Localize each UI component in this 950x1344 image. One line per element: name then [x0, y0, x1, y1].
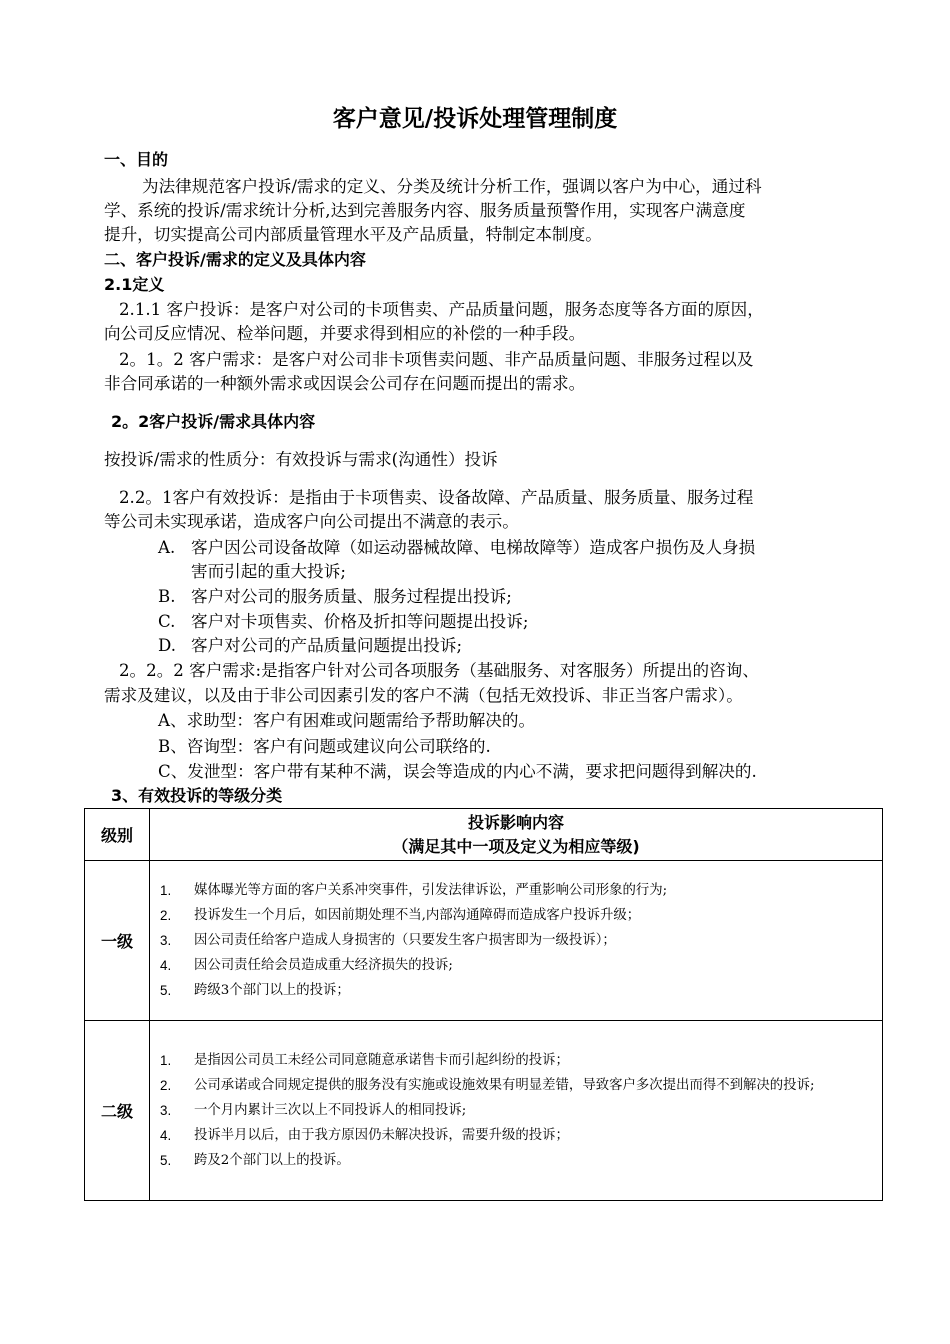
criteria-list	[150, 868, 882, 1013]
header-level-cell: 级别	[85, 809, 150, 861]
list-item-c: 客户对卡项售卖、价格及折扣等问题提出投诉;	[191, 612, 529, 631]
purpose-line: 学、系统的投诉/需求统计分析,达到完善服务内容、服务质量预警作用，实现客户满意度	[104, 201, 746, 220]
list-item-a: 客户因公司设备故障（如运动器械故障、电梯故障等）造成客户损伤及人身损	[191, 538, 756, 557]
subsection-2-2-heading: 2。2客户投诉/需求具体内容	[111, 412, 316, 431]
demand-type-vent: C、发泄型：客户带有某种不满，误会等造成的内心不满，要求把问题得到解决的.	[158, 762, 757, 781]
item-number: 2.	[160, 1078, 172, 1093]
list-item	[160, 953, 870, 978]
effective-complaint-line: 等公司未实现承诺，造成客户向公司提出不满意的表示。	[104, 512, 519, 531]
item-text: 因公司责任给会员造成重大经济损失的投诉;	[194, 958, 453, 973]
customer-demand-line: 2。2。2 客户需求:是指客户针对公司各项服务（基础服务、对客服务）所提出的咨询、	[119, 661, 759, 680]
item-text: 媒体曝光等方面的客户关系冲突事件，引发法律诉讼，严重影响公司形象的行为;	[194, 883, 668, 898]
document-title: 客户意见/投诉处理管理制度	[332, 106, 618, 132]
content-cell	[150, 861, 883, 1021]
list-item	[160, 1048, 870, 1073]
item-number: 5.	[160, 1153, 172, 1168]
demand-type-help: A、求助型：客户有困难或问题需给予帮助解决的。	[158, 711, 536, 730]
list-item	[160, 1073, 870, 1098]
purpose-line: 为法律规范客户投诉/需求的定义、分类及统计分析工作，强调以客户为中心，通过科	[142, 177, 762, 196]
definition-demand-line: 2。1。2 客户需求：是客户对公司非卡项售卖问题、非产品质量问题、非服务过程以及	[119, 350, 754, 369]
list-marker-d: D.	[158, 636, 176, 655]
definition-complaint-line: 2.1.1 客户投诉：是客户对公司的卡项售卖、产品质量问题，服务态度等各方面的原因，	[119, 300, 764, 319]
item-text: 是指因公司员工未经公司同意随意承诺售卡而引起纠纷的投诉；	[194, 1053, 569, 1068]
item-number: 5.	[160, 983, 172, 998]
item-text: 跨及2个部门以上的投诉。	[194, 1153, 350, 1168]
effective-complaint-line: 2.2。1客户有效投诉：是指由于卡项售卖、设备故障、产品质量、服务质量、服务过程	[119, 488, 754, 507]
list-item	[160, 978, 870, 1003]
item-text: 投诉半月以后，由于我方原因仍未解决投诉，需要升级的投诉；	[194, 1128, 569, 1143]
level-cell: 一级	[85, 861, 150, 1021]
section-2-heading: 二、客户投诉/需求的定义及具体内容	[104, 250, 366, 269]
list-item	[160, 878, 870, 903]
complaint-grade-table	[84, 808, 883, 1201]
definition-demand-line: 非合同承诺的一种额外需求或因误会公司存在问题而提出的需求。	[104, 374, 586, 393]
content-cell	[150, 1021, 883, 1201]
table-header-row	[85, 809, 883, 861]
list-marker-c: C.	[158, 612, 176, 631]
item-number: 1.	[160, 1053, 172, 1068]
section-3-heading: 3、有效投诉的等级分类	[111, 786, 283, 805]
list-item-d: 客户对公司的产品质量问题提出投诉;	[191, 636, 463, 655]
criteria-list	[150, 1038, 882, 1183]
header-content-subtitle: （满足其中一项及定义为相应等级)	[392, 836, 640, 856]
list-marker-a: A.	[158, 538, 176, 557]
item-text: 跨级3个部门以上的投诉；	[194, 983, 350, 998]
header-content-cell	[150, 809, 883, 861]
level-cell: 二级	[85, 1021, 150, 1201]
definition-complaint-line: 向公司反应情况、检举问题，并要求得到相应的补偿的一种手段。	[104, 324, 586, 343]
list-item	[160, 1098, 870, 1123]
list-item	[160, 1123, 870, 1148]
customer-demand-line: 需求及建议，以及由于非公司因素引发的客户不满（包括无效投诉、非正当客户需求）。	[104, 686, 743, 705]
list-item	[160, 928, 870, 953]
item-number: 3.	[160, 1103, 172, 1118]
list-item	[160, 903, 870, 928]
section-1-heading: 一、目的	[104, 150, 169, 169]
list-marker-b: B.	[158, 587, 176, 606]
purpose-line: 提升，切实提高公司内部质量管理水平及产品质量，特制定本制度。	[104, 225, 602, 244]
item-number: 4.	[160, 958, 172, 973]
list-item-b: 客户对公司的服务质量、服务过程提出投诉;	[191, 587, 512, 606]
list-item	[160, 1148, 870, 1173]
item-number: 3.	[160, 933, 172, 948]
classification-by-nature: 按投诉/需求的性质分：有效投诉与需求(沟通性）投诉	[104, 450, 498, 469]
demand-type-consult: B、咨询型：客户有问题或建议向公司联络的.	[158, 737, 491, 756]
table-row	[85, 861, 883, 1021]
item-text: 公司承诺或合同规定提供的服务没有实施或设施效果有明显差错，导致客户多次提出而得不到解决的投诉;	[194, 1078, 815, 1093]
header-content-title: 投诉影响内容	[467, 812, 564, 832]
list-item-a-cont: 害而引起的重大投诉;	[191, 562, 346, 581]
item-number: 2.	[160, 908, 172, 923]
item-text: 一个月内累计三次以上不同投诉人的相同投诉;	[194, 1103, 467, 1118]
item-text: 投诉发生一个月后，如因前期处理不当,内部沟通障碍而造成客户投诉升级；	[194, 908, 641, 923]
item-number: 1.	[160, 883, 172, 898]
table-row	[85, 1021, 883, 1201]
subsection-2-1-heading: 2.1定义	[104, 275, 165, 294]
item-text: 因公司责任给客户造成人身损害的（只要发生客户损害即为一级投诉）；	[194, 933, 616, 948]
item-number: 4.	[160, 1128, 172, 1143]
